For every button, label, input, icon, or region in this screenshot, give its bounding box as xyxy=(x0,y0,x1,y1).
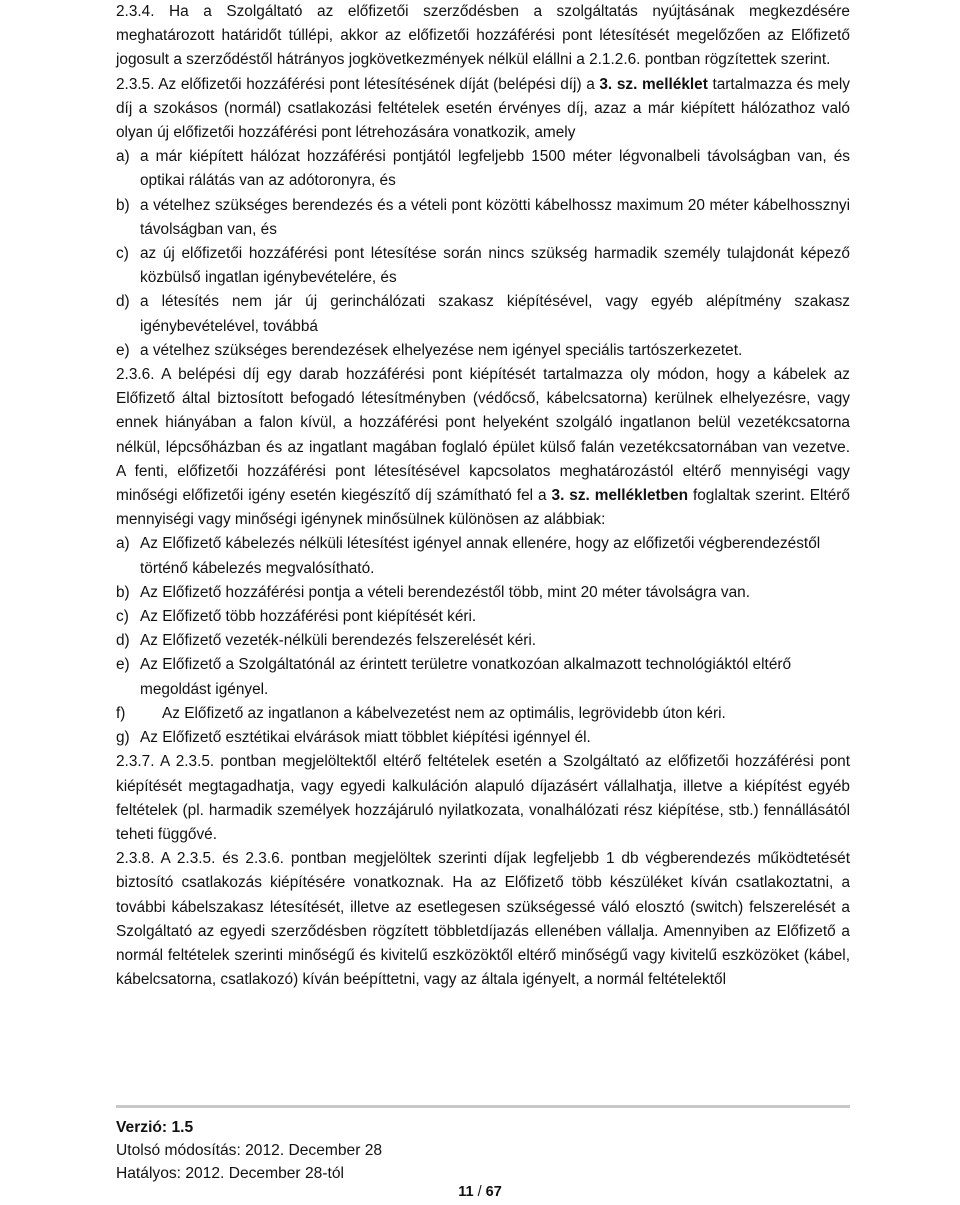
list-item-text: Az Előfizető több hozzáférési pont kiépítését kéri. xyxy=(140,608,477,626)
list-marker: f) xyxy=(116,704,126,722)
list-marker: b) xyxy=(116,583,130,601)
conditions-list xyxy=(116,145,850,363)
paragraph-text: tartalmazza és mely díj a szokásos (normál) csatlakozási feltételek esetén érvényes díj, azaz a már kiépített hálózathoz való olyan új előfizetői hozzáférési pont létrehozására vonatkozik, amely xyxy=(116,75,851,142)
list-item-text: Az Előfizető vezeték-nélküli berendezés felszerelését kéri. xyxy=(140,632,537,650)
paragraph-2-3-8: 2.3.8. A 2.3.5. és 2.3.6. pontban megjelöltek szerinti díjak legfeljebb 1 db végberendezés működtetését biztosító csatlakozás kiépítésére vonatkoznak. Ha az Előfizető több készüléket kíván csatlakoztatni, a további kábelszakasz létesítését, illetve az esetlegesen szükségessé váló elosztó (switch) felszerelését a Szolgáltató az egyedi szerződésben rögzített többletdíjazás ellenében vállalja. Amennyiben az Előfizető a normál feltételek szerinti minőségű és kivitelű eszközöktől eltérő minőségű vagy kivitelű eszközöket (kábel, kábelcsatorna, csatlakozó) kíván beépíttetni, vagy az általa igényelt, a normál feltételektől xyxy=(116,850,850,989)
list-marker: e) xyxy=(116,656,130,674)
paragraph-2-3-7: 2.3.7. A 2.3.5. pontban megjelöltektől eltérő feltételek esetén a Szolgáltató az előfizetői hozzáférési pont kiépítését megtagadhatja, vagy egyedi kalkuláción alapuló díjazásért vállalhatja, illetve a kiépítést egyéb feltételek (pl. harmadik személyek hozzájáruló nyilatkozata, vonalhálózati rész kiépítése, stb.) fennállásától teheti függővé. xyxy=(116,753,850,843)
paragraph-2-3-4: 2.3.4. Ha a Szolgáltató az előfizetői szerződésben a szolgáltatás nyújtásának megkezdésére meghatározott határidőt túllépi, akkor az előfizetői hozzáférési pont létesítését megelőzően az Előfizető jogosult a szerződéstől hátrányos jogkövetkezmények nélkül elállni a 2.1.2.6. pontban rögzítettek szerint. xyxy=(116,3,850,69)
annex-reference: 3. sz. mellékletben xyxy=(551,487,689,505)
list-marker: d) xyxy=(116,632,130,650)
list-item xyxy=(116,145,850,193)
list-marker: b) xyxy=(116,196,130,214)
page-footer xyxy=(116,1116,850,1185)
list-item xyxy=(116,605,850,629)
page-number xyxy=(0,1184,960,1200)
list-marker: c) xyxy=(116,245,129,263)
deviations-list xyxy=(116,532,850,750)
footer-divider xyxy=(116,1105,850,1108)
paragraph-text: 2.3.5. Az előfizetői hozzáférési pont létesítésének díját (belépési díj) a xyxy=(116,75,600,93)
list-item-text: az új előfizetői hozzáférési pont létesítése során nincs szükség harmadik személy tulajdonát képező közbülső ingatlan igénybevételére, és xyxy=(140,245,850,287)
list-item xyxy=(116,339,850,363)
list-item-text: Az Előfizető esztétikai elvárások miatt többlet kiépítési igénnyel él. xyxy=(140,729,591,747)
list-marker: e) xyxy=(116,341,130,359)
list-item xyxy=(116,629,850,653)
list-item xyxy=(116,702,850,726)
paragraph-text: foglaltak szerint. Eltérő mennyiségi vagy minőségi igénynek minősülnek különösen az alábbiak: xyxy=(116,487,850,529)
annex-reference: 3. sz. melléklet xyxy=(599,75,708,93)
list-item xyxy=(116,290,850,338)
list-item-text: a létesítés nem jár új gerinchálózati szakasz kiépítésével, vagy egyéb alépítmény szakasz igénybevételével, továbbá xyxy=(140,293,850,335)
effective-date: Hatályos: 2012. December 28-tól xyxy=(116,1165,344,1182)
list-item xyxy=(116,581,850,605)
paragraph-2-3-5 xyxy=(116,73,850,146)
list-marker: a) xyxy=(116,148,130,166)
list-item xyxy=(116,532,850,580)
paragraph-2-3-6 xyxy=(116,363,850,532)
list-marker: g) xyxy=(116,729,130,747)
version-label: Verzió: 1.5 xyxy=(116,1119,194,1136)
list-item xyxy=(116,242,850,290)
total-pages: 67 xyxy=(485,1184,502,1200)
page-separator: / xyxy=(473,1184,486,1200)
list-item-text: a vételhez szükséges berendezések elhelyezése nem igényel speciális tartószerkezetet. xyxy=(140,341,743,359)
list-item xyxy=(116,194,850,242)
list-marker: c) xyxy=(116,608,129,626)
document-body xyxy=(116,0,850,992)
list-marker: a) xyxy=(116,535,130,553)
list-marker: d) xyxy=(116,293,130,311)
list-item xyxy=(116,726,850,750)
last-modified: Utolsó módosítás: 2012. December 28 xyxy=(116,1142,383,1159)
list-item-text: Az Előfizető hozzáférési pontja a vételi berendezéstől több, mint 20 méter távolságra van. xyxy=(140,583,750,601)
current-page: 11 xyxy=(458,1184,474,1200)
list-item xyxy=(116,653,850,701)
list-item-text: a már kiépített hálózat hozzáférési pontjától legfeljebb 1500 méter légvonalbeli távolságban van, és optikai rálátás van az adótoronyra, és xyxy=(140,148,850,190)
list-item-text: Az Előfizető a Szolgáltatónál az érintett területre vonatkozóan alkalmazott technológiáktól eltérő megoldást igényel. xyxy=(140,656,792,698)
list-item-text: Az Előfizető az ingatlanon a kábelvezetést nem az optimális, legrövidebb úton kéri. xyxy=(162,704,726,722)
list-item-text: Az Előfizető kábelezés nélküli létesítést igényel annak ellenére, hogy az előfizetői végberendezéstől történő kábelezés megvalósítható. xyxy=(140,535,821,577)
list-item-text: a vételhez szükséges berendezés és a vételi pont közötti kábelhossz maximum 20 méter kábelhossznyi távolságban van, és xyxy=(140,196,850,238)
paragraph-text: 2.3.6. A belépési díj egy darab hozzáférési pont kiépítését tartalmazza oly módon, hogy a kábelek az Előfizető által biztosított befogadó létesítményben (védőcső, kábelcsatorna) kerülnek elhelyezésre, vagy ennek hiányában a falon kívül, a hozzáférési pont helyeként szolgáló ingatlanon belül vezetékcsatorna nélkül, lépcsőházban és az ingatlant magában foglaló épület külső falán vezetékcsatornában van vezetve. A fenti, előfizetői hozzáférési pont létesítésével kapcsolatos meghatározástól eltérő mennyiségi vagy minőségi előfizetői igény esetén kiegészítő díj számítható fel a xyxy=(116,366,850,505)
